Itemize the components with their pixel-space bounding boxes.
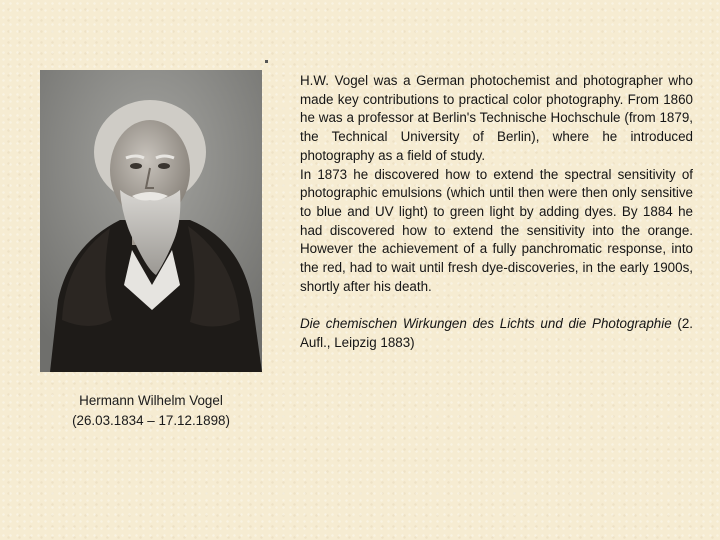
caption-name: Hermann Wilhelm Vogel [79,393,223,408]
bio-paragraph-1: H.W. Vogel was a German photochemist and photographer who made key contributions to practical color photography. From 1860 he was a professor at Berlin's Technische Hochschule (from 1879, the Technical University of Berlin), where he introduced photography as a field of study. [300,73,693,163]
reference-citation [300,315,693,352]
bio-paragraph-2: In 1873 he discovered how to extend the spectral sensitivity of photographic emulsions (which until then were then only sensitive to blue and UV light) to green light by adding dyes. By 1884 he had discovered how to extend the sensitivity into the orange. However the achievement of a fully panchromatic response, into the red, had to wait until fresh dye-discoveries, in the early 1900s, shortly after his death. [300,166,693,294]
biography-text [300,72,693,353]
decorative-speck [265,60,268,63]
portrait-photo [40,70,262,372]
caption-dates: (26.03.1834 – 17.12.1898) [72,413,230,428]
reference-title: Die chemischen Wirkungen des Lichts und die Photographie [300,316,672,332]
portrait-caption [40,391,262,431]
reference-details: (2. Aufl., Leipzig 1883) [300,316,693,350]
